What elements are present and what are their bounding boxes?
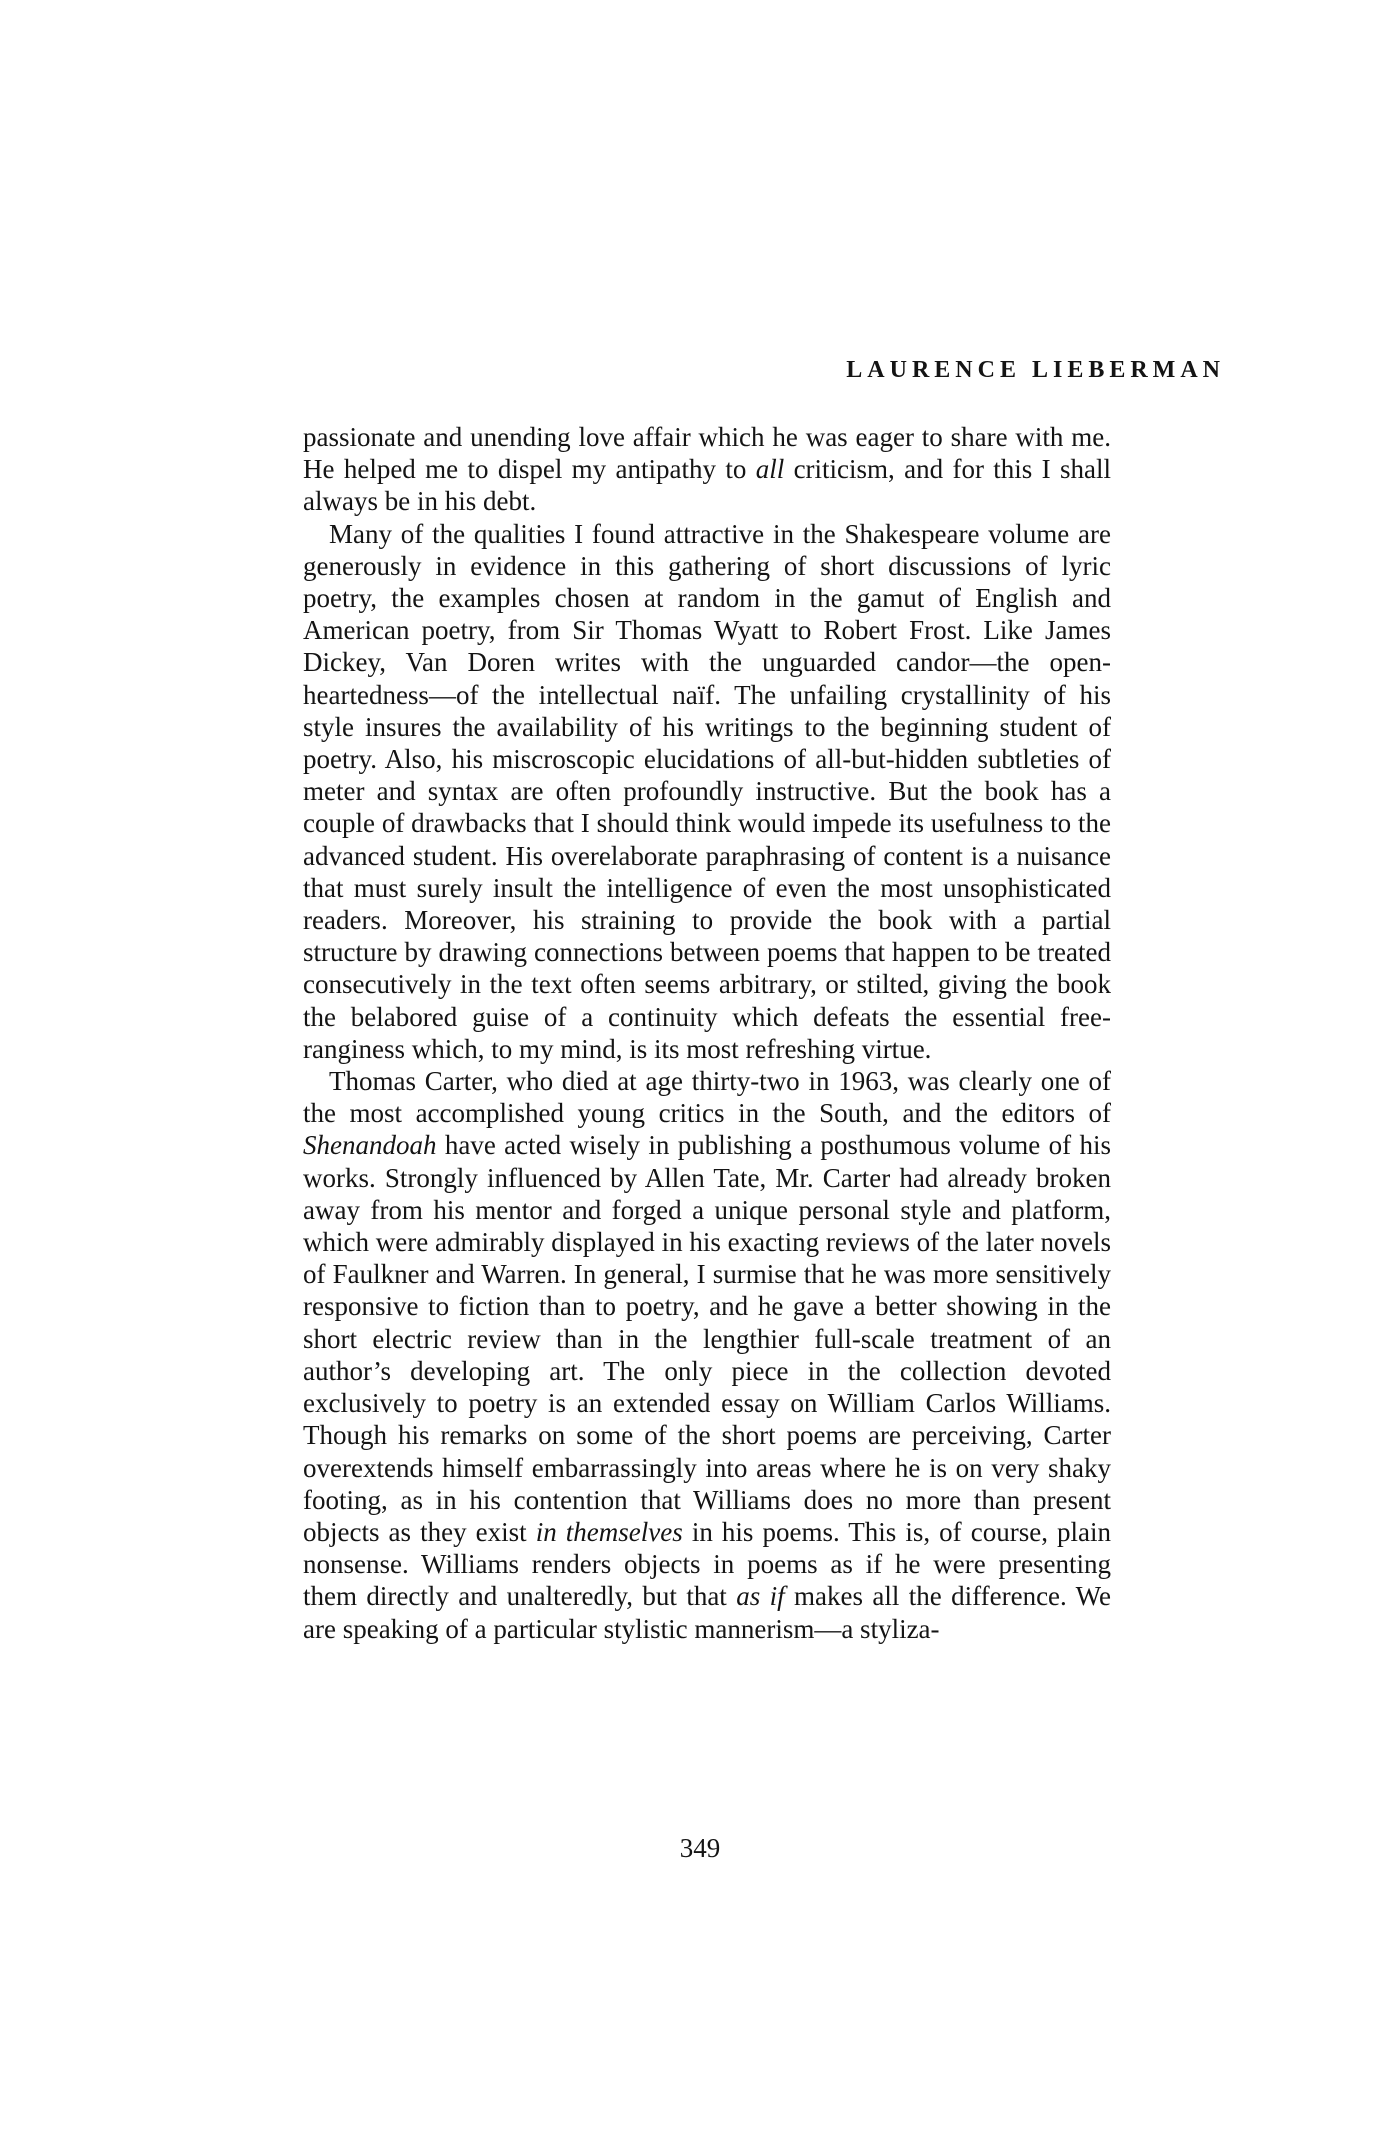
italic-text: all xyxy=(755,454,785,485)
paragraph xyxy=(303,1065,1111,1645)
paragraph-text: in his poems. This is, of course, plain nonsense. Williams renders objects in poems as if he were presenting them directly and unalteredly, but that xyxy=(303,1516,1111,1612)
paragraph-text: makes all the difference. We are speaking of a particular stylistic mannerism—a styliza- xyxy=(303,1581,1111,1644)
paragraph-text: criticism, and for this I shall always be in his debt. xyxy=(303,454,1111,517)
italic-text: Shenandoah xyxy=(303,1130,437,1161)
paragraph-text: have acted wisely in publishing a posthumous volume of his works. Strongly influenced by Allen Tate, Mr. Carter had already broken away from his mentor and forged a unique personal style and platform, which were admirably displayed in his exacting reviews of the later novels of Faulkner and Warren. In general, I surmise that he was more sensitively responsive to fiction than to poetry, and he gave a better showing in the short electric review than in the lengthier full-scale treatment of an author’s developing art. The only piece in the collection devoted exclusively to poetry is an extended essay on William Carlos Williams. Though his remarks on some of the short poems are perceiving, Carter overextends himself embarrassingly into areas where he is on very shaky footing, as in his contention that Williams does no more than present objects as they exist xyxy=(303,1130,1111,1547)
paragraph xyxy=(303,421,1111,518)
paragraph-text: Many of the qualities I found attractive in the Shakespeare volume are generously in evidence in this gathering of short discussions of lyric poetry, the examples chosen at random in the gamut of English and American poetry, from Sir Thomas Wyatt to Robert Frost. Like James Dickey, Van Doren writes with the unguarded candor—the open-heartedness—of the intellectual naïf. The unfailing crystallinity of his style insures the availability of his writings to the beginning student of poetry. Also, his miscroscopic elucidations of all-but-hidden subtleties of meter and syntax are often profoundly instructive. But the book has a couple of drawbacks that I should think would impede its usefulness to the advanced student. His overelaborate paraphrasing of content is a nuisance that must surely insult the intelligence of even the most unsophisticated readers. Moreover, his straining to provide the book with a partial structure by drawing connections between poems that happen to be treated consecutively in the text often seems arbitrary, or stilted, giving the book the belabored guise of a continuity which defeats the essential free-ranginess which, to my mind, is its most refreshing virtue. xyxy=(303,518,1111,1064)
paragraph-text: Thomas Carter, who died at age thirty-two in 1963, was clearly one of the most accomplished young critics in the South, and the editors of xyxy=(303,1066,1111,1129)
paragraph xyxy=(303,518,1111,1065)
paragraph-text: passionate and unending love affair which he was eager to share with me. He helped me to dispel my antipathy to xyxy=(303,422,1111,485)
italic-text: as if xyxy=(736,1581,785,1612)
page-number: 349 xyxy=(679,1833,721,1863)
body-text xyxy=(303,421,1111,1645)
running-head: LAURENCE LIEBERMAN xyxy=(846,357,1225,383)
italic-text: in themselves xyxy=(535,1516,683,1547)
